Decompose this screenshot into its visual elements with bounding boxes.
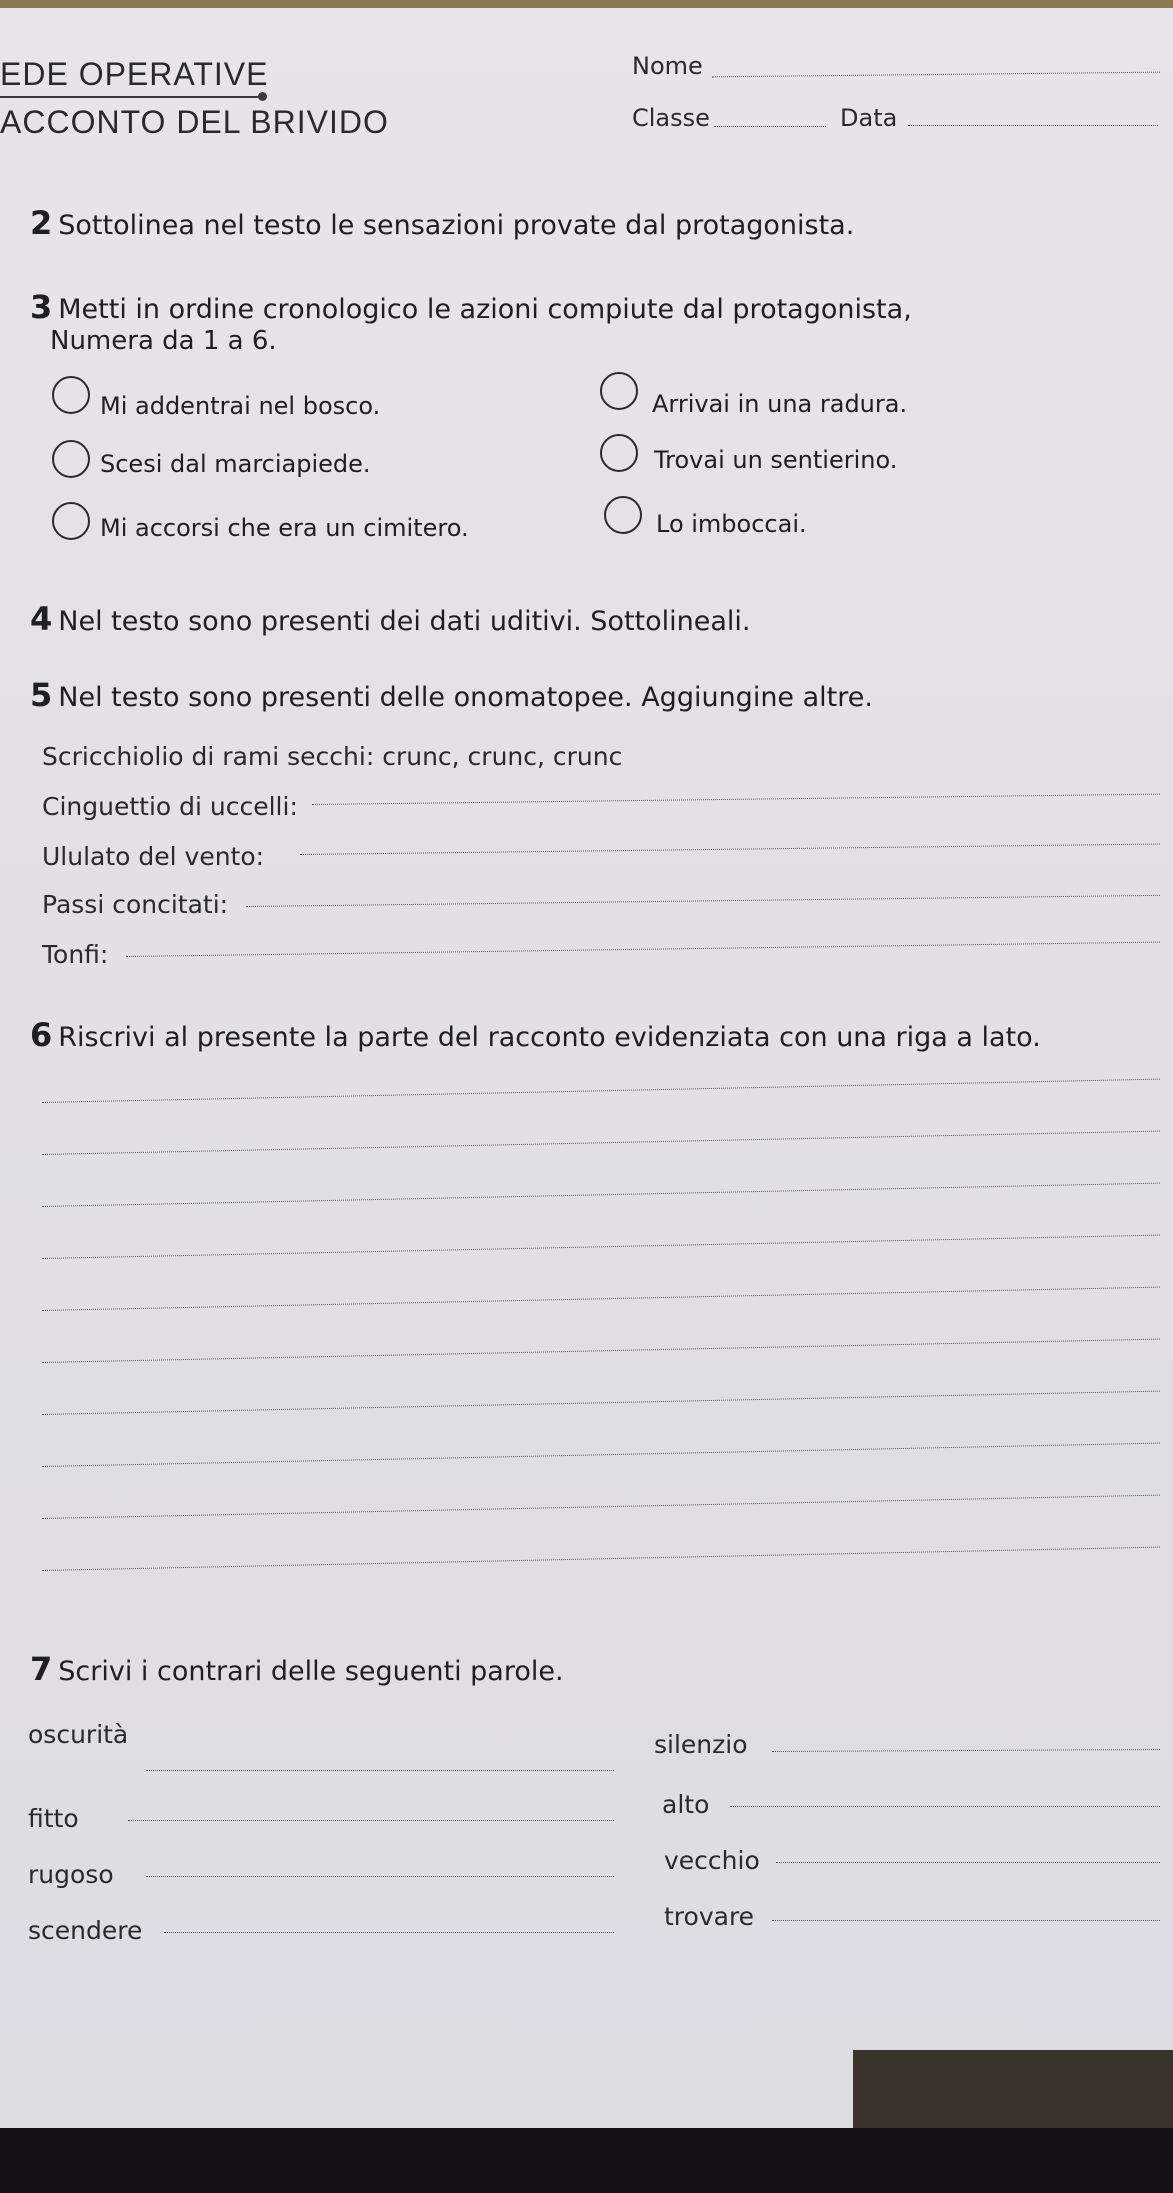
question-text: Metti in ordine cronologico le azioni compiute dal protagonista, (58, 294, 912, 325)
header-rule (0, 96, 262, 98)
opposite-line[interactable] (772, 1749, 1160, 1752)
writing-line[interactable] (42, 1183, 1160, 1207)
order-circle[interactable] (604, 496, 642, 534)
question-6 (30, 1016, 1041, 1054)
header-rule-dot (258, 92, 267, 101)
option-label: Arrivai in una radura. (652, 390, 908, 418)
order-circle[interactable] (52, 440, 90, 478)
question-3-subtext: Numera da 1 a 6. (50, 326, 277, 356)
question-text: Nel testo sono presenti dei dati uditivi. Sottolineali. (58, 606, 751, 637)
opposite-line[interactable] (146, 1876, 614, 1877)
opposite-line[interactable] (146, 1770, 614, 1771)
opposite-line[interactable] (772, 1920, 1160, 1921)
writing-line[interactable] (42, 1495, 1160, 1519)
question-number: 4 (30, 600, 53, 638)
order-circle[interactable] (600, 372, 638, 410)
answer-line[interactable] (246, 895, 1160, 907)
worksheet-page (0, 8, 1173, 2128)
question-3 (30, 288, 912, 326)
writing-line[interactable] (42, 1339, 1160, 1363)
writing-line[interactable] (42, 1391, 1160, 1415)
question-number: 3 (30, 288, 53, 326)
question-text: Nel testo sono presenti delle onomatopee. Aggiungine altre. (58, 682, 873, 713)
order-circle[interactable] (52, 376, 90, 414)
unit-title: ACCONTO DEL BRIVIDO (0, 104, 389, 140)
writing-line[interactable] (42, 1079, 1160, 1103)
writing-line[interactable] (42, 1131, 1160, 1155)
writing-line[interactable] (42, 1235, 1160, 1259)
word-left: fitto (28, 1804, 79, 1833)
question-number: 6 (30, 1016, 53, 1054)
nome-label: Nome (632, 52, 703, 80)
classe-field[interactable] (714, 126, 826, 127)
order-circle[interactable] (600, 434, 638, 472)
word-left: oscurità (28, 1720, 129, 1749)
option-label: Lo imboccai. (656, 510, 807, 538)
writing-line[interactable] (42, 1287, 1160, 1311)
onomatopoeia-item: Ululato del vento: (42, 842, 265, 871)
data-label: Data (840, 104, 898, 132)
onomatopoeia-item: Passi concitati: (42, 890, 229, 919)
background-bottom (0, 2128, 1173, 2193)
opposite-line[interactable] (128, 1820, 614, 1821)
nome-field[interactable] (712, 72, 1160, 78)
word-right: vecchio (664, 1846, 760, 1875)
opposite-line[interactable] (164, 1932, 614, 1933)
opposite-line[interactable] (730, 1806, 1160, 1807)
question-text: Riscrivi al presente la parte del racconto evidenziata con una riga a lato. (58, 1022, 1041, 1053)
question-number: 2 (30, 204, 53, 242)
classe-label: Classe (632, 104, 710, 132)
order-circle[interactable] (52, 502, 90, 540)
answer-line[interactable] (312, 794, 1160, 805)
option-label: Scesi dal marciapiede. (100, 450, 371, 478)
word-right: silenzio (654, 1730, 748, 1759)
question-5 (30, 676, 873, 714)
data-field[interactable] (908, 125, 1158, 126)
option-label: Mi addentrai nel bosco. (100, 392, 381, 420)
option-label: Trovai un sentierino. (654, 446, 898, 474)
answer-line[interactable] (126, 942, 1160, 957)
question-4 (30, 600, 751, 638)
opposite-line[interactable] (776, 1862, 1160, 1863)
question-2 (30, 204, 854, 242)
onomatopoeia-example: Scricchiolio di rami secchi: crunc, crunc, crunc (42, 742, 623, 771)
writing-line[interactable] (42, 1443, 1160, 1467)
word-left: scendere (28, 1916, 143, 1945)
word-left: rugoso (28, 1860, 114, 1889)
answer-line[interactable] (300, 843, 1160, 855)
question-text: Scrivi i contrari delle seguenti parole. (58, 1656, 564, 1687)
writing-line[interactable] (42, 1547, 1160, 1571)
onomatopoeia-item: Cinguettio di uccelli: (42, 792, 298, 821)
question-7 (30, 1650, 564, 1688)
word-right: alto (662, 1790, 710, 1819)
option-label: Mi accorsi che era un cimitero. (100, 514, 469, 542)
question-text: Sottolinea nel testo le sensazioni provate dal protagonista. (58, 210, 855, 241)
question-number: 7 (30, 1650, 53, 1688)
section-title: EDE OPERATIVE (0, 56, 269, 92)
word-right: trovare (664, 1902, 755, 1931)
question-number: 5 (30, 676, 53, 714)
onomatopoeia-item: Tonfi: (42, 940, 109, 969)
